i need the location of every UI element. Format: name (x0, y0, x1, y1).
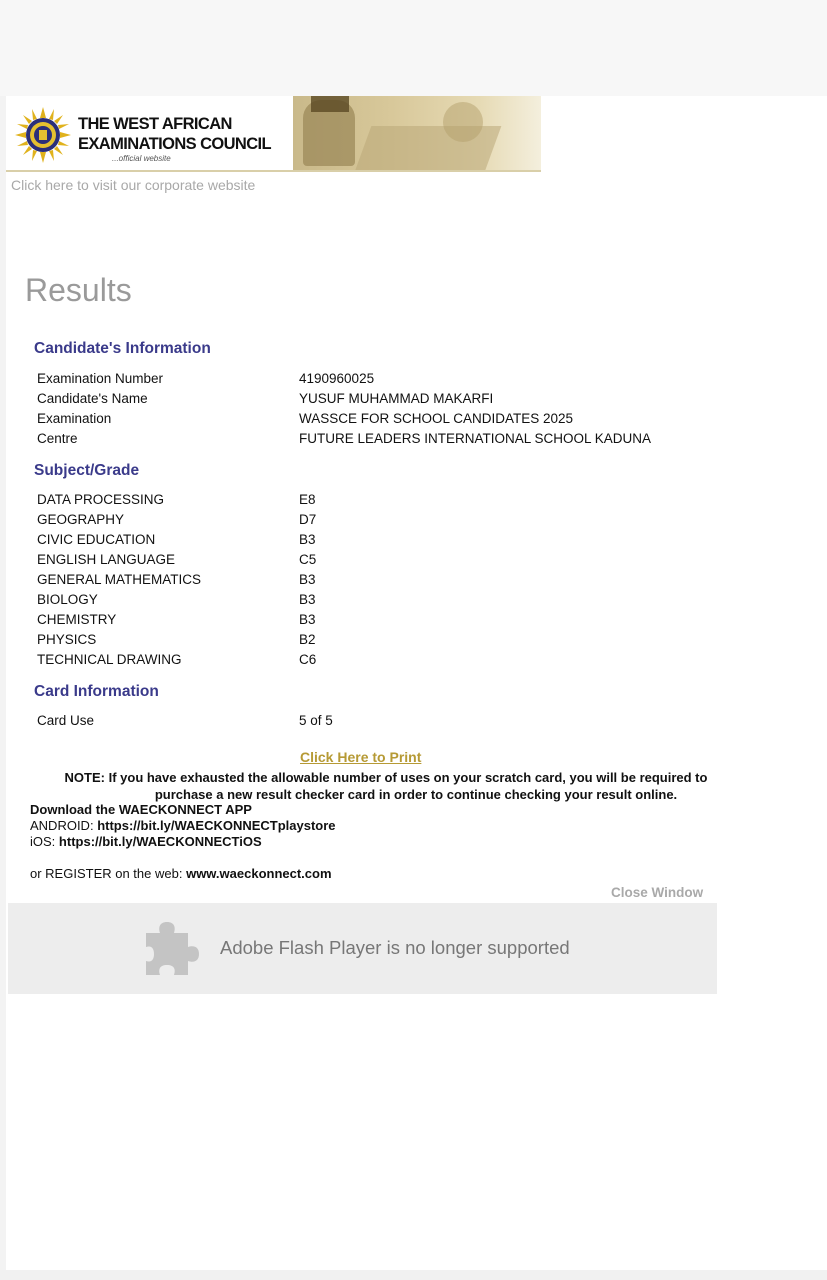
browser-top-area (0, 0, 827, 96)
note-line1: If you have exhausted the allowable number of uses on your scratch card, you will be required to (108, 770, 708, 785)
subject-name: CHEMISTRY (37, 612, 117, 627)
subject-row (37, 492, 737, 512)
info-value: FUTURE LEADERS INTERNATIONAL SCHOOL KADUNA (299, 431, 652, 446)
candidate-info-heading: Candidate's Information (34, 340, 211, 357)
subject-name: ENGLISH LANGUAGE (37, 552, 176, 567)
info-row (37, 391, 737, 411)
note-prefix: NOTE: (64, 770, 105, 785)
info-value: WASSCE FOR SCHOOL CANDIDATES 2025 (299, 411, 574, 426)
info-value: 4190960025 (299, 371, 375, 386)
subject-name: GENERAL MATHEMATICS (37, 572, 202, 587)
subject-grade: C5 (299, 552, 317, 567)
corporate-website-link[interactable]: Click here to visit our corporate website (11, 177, 256, 193)
register-label: or REGISTER on the web: (30, 866, 183, 881)
subject-name: PHYSICS (37, 632, 97, 647)
banner-photo (293, 96, 541, 172)
subject-grade: D7 (299, 512, 317, 527)
info-row (37, 431, 737, 451)
subject-row (37, 572, 737, 592)
scratch-card-note (26, 769, 746, 803)
print-link[interactable]: Click Here to Print (300, 749, 422, 765)
info-row (37, 411, 737, 431)
waec-banner[interactable] (6, 96, 541, 172)
page-title: Results (25, 272, 132, 308)
close-window-link[interactable]: Close Window (611, 885, 704, 900)
subject-grade: E8 (299, 492, 316, 507)
subject-grade: C6 (299, 652, 317, 667)
card-label: Card Use (37, 713, 95, 728)
ios-label: iOS: (30, 834, 56, 849)
info-row (37, 371, 737, 391)
results-page (6, 96, 827, 1270)
info-label: Candidate's Name (37, 391, 148, 406)
official-website-tagline: ...official website (112, 154, 171, 163)
subject-row (37, 652, 737, 672)
download-app-title: Download the WAECKONNECT APP (30, 802, 252, 817)
subject-name: BIOLOGY (37, 592, 98, 607)
info-value: YUSUF MUHAMMAD MAKARFI (299, 391, 494, 406)
org-name-line1: THE WEST AFRICAN (78, 115, 232, 133)
android-link[interactable]: https://bit.ly/WAECKONNECTplaystore (97, 818, 336, 833)
subject-row (37, 612, 737, 632)
banner-divider (6, 170, 541, 172)
flash-plugin-placeholder (8, 903, 717, 994)
card-row (37, 713, 737, 733)
card-info-heading: Card Information (34, 683, 159, 700)
subject-row (37, 592, 737, 612)
android-label: ANDROID: (30, 818, 94, 833)
subject-grade: B2 (299, 632, 316, 647)
android-download (30, 818, 336, 833)
subject-grade: B3 (299, 612, 316, 627)
info-label: Centre (37, 431, 78, 446)
organization-name (78, 114, 271, 154)
puzzle-piece-icon (140, 919, 202, 979)
org-name-line2: EXAMINATIONS COUNCIL (78, 135, 272, 153)
flash-unsupported-message: Adobe Flash Player is no longer supported (220, 937, 570, 958)
subject-row (37, 632, 737, 652)
subject-name: DATA PROCESSING (37, 492, 165, 507)
subject-grade: B3 (299, 592, 316, 607)
subject-grade: B3 (299, 572, 316, 587)
subject-name: GEOGRAPHY (37, 512, 125, 527)
browser-bottom-area (0, 1270, 827, 1280)
card-value: 5 of 5 (299, 713, 333, 728)
register-link[interactable]: www.waeckonnect.com (186, 866, 332, 881)
subject-name: TECHNICAL DRAWING (37, 652, 182, 667)
subject-row (37, 512, 737, 532)
subject-grade: B3 (299, 532, 316, 547)
subject-name: CIVIC EDUCATION (37, 532, 156, 547)
info-label: Examination (37, 411, 112, 426)
ios-link[interactable]: https://bit.ly/WAECKONNECTiOS (58, 834, 262, 849)
note-line2: purchase a new result checker card in order to continue checking your result online. (154, 787, 678, 802)
info-label: Examination Number (37, 371, 164, 386)
subject-grade-heading: Subject/Grade (34, 462, 140, 479)
ios-download (30, 834, 262, 849)
subject-row (37, 552, 737, 572)
register-web (30, 866, 332, 881)
subject-row (37, 532, 737, 552)
waec-emblem-icon (14, 106, 72, 164)
